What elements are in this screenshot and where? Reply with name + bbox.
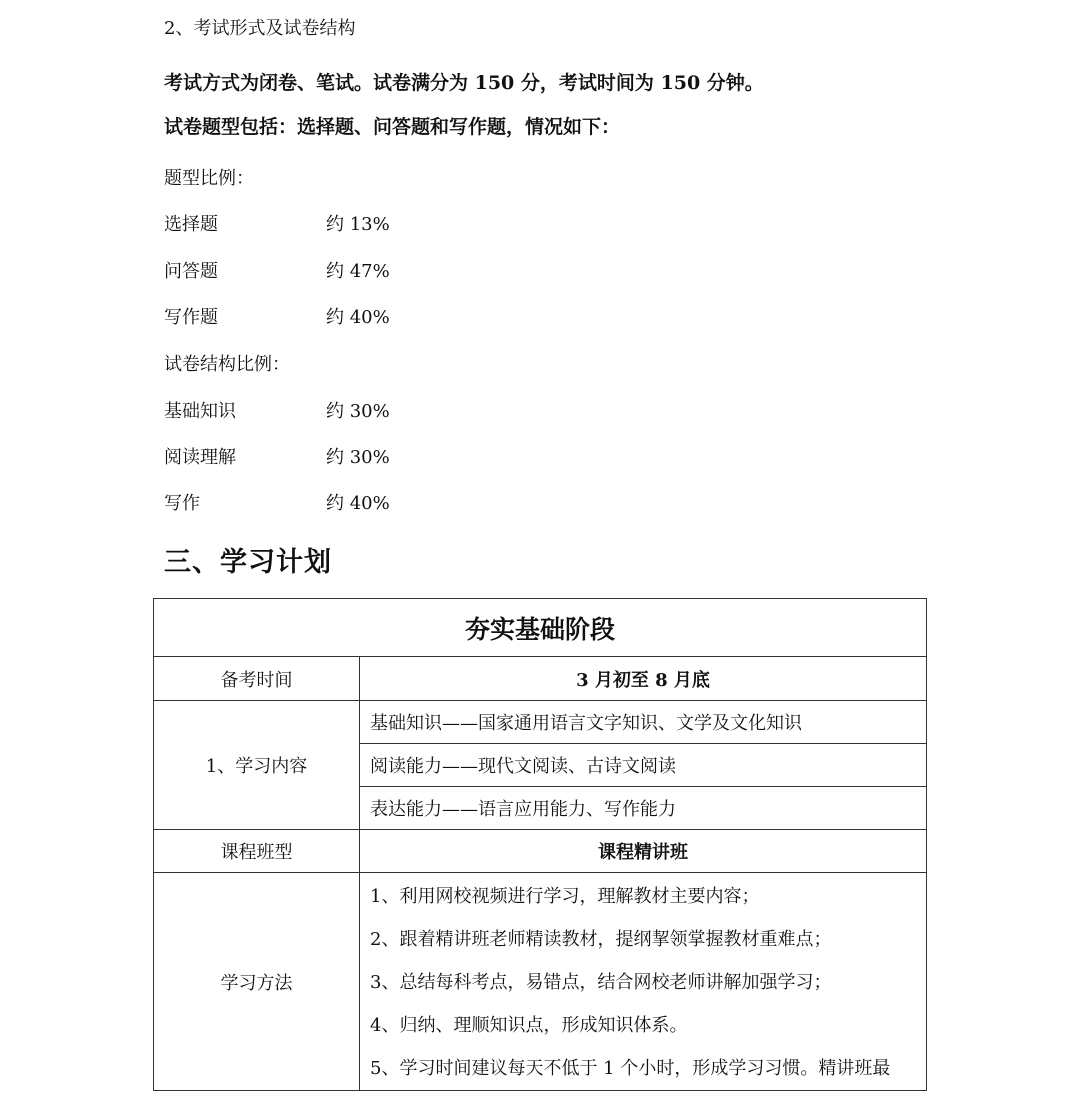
method-item: 4、归纳、理顺知识点，形成知识体系。: [370, 1015, 688, 1036]
table-title: 夯实基础阶段: [154, 599, 927, 657]
method-item: 2、跟着精讲班老师精读教材，提纲挈领掌握教材重难点；: [370, 929, 832, 950]
question-type-value: 约 40%: [326, 307, 390, 328]
method-list: [360, 873, 927, 1091]
method-item: 5、学习时间建议每天不低于 1 个小时，形成学习习惯。精讲班最: [370, 1058, 891, 1079]
chapter-title: 三、学习计划: [164, 547, 332, 578]
question-type-value: 约 13%: [326, 214, 390, 235]
question-type-name: 问答题: [164, 261, 218, 282]
method-label: 学习方法: [154, 873, 360, 1091]
method-row: [154, 873, 927, 1091]
question-type-value: 约 47%: [326, 261, 390, 282]
structure-name: 写作: [164, 493, 200, 514]
table-title-row: [154, 599, 927, 657]
content-row: [154, 701, 927, 744]
course-label: 课程班型: [154, 830, 360, 873]
prep-time-row: [154, 657, 927, 701]
content-item: 基础知识——国家通用语言文字知识、文学及文化知识: [360, 701, 927, 744]
question-ratio-label: 题型比例：: [164, 168, 254, 189]
exam-mode-text: 考试方式为闭卷、笔试。试卷满分为 150 分，考试时间为 150 分钟。: [164, 72, 764, 94]
course-value: 课程精讲班: [360, 830, 927, 873]
content-item: 表达能力——语言应用能力、写作能力: [360, 787, 927, 830]
question-type-name: 写作题: [164, 307, 218, 328]
section-heading: 2、考试形式及试卷结构: [164, 18, 356, 39]
course-row: [154, 830, 927, 873]
prep-time-value: 3 月初至 8 月底: [360, 657, 927, 701]
study-plan-table: [153, 598, 927, 1091]
structure-value: 约 40%: [326, 493, 390, 514]
structure-value: 约 30%: [326, 447, 390, 468]
structure-value: 约 30%: [326, 401, 390, 422]
structure-name: 阅读理解: [164, 447, 236, 468]
method-item: 3、总结每科考点，易错点，结合网校老师讲解加强学习；: [370, 972, 832, 993]
content-label: 1、学习内容: [154, 701, 360, 830]
question-type-name: 选择题: [164, 214, 218, 235]
content-item: 阅读能力——现代文阅读、古诗文阅读: [360, 744, 927, 787]
structure-ratio-label: 试卷结构比例：: [164, 354, 290, 375]
question-types-intro: 试卷题型包括：选择题、问答题和写作题，情况如下：: [164, 116, 621, 138]
method-item: 1、利用网校视频进行学习，理解教材主要内容；: [370, 886, 760, 907]
structure-name: 基础知识: [164, 401, 236, 422]
prep-time-label: 备考时间: [154, 657, 360, 701]
